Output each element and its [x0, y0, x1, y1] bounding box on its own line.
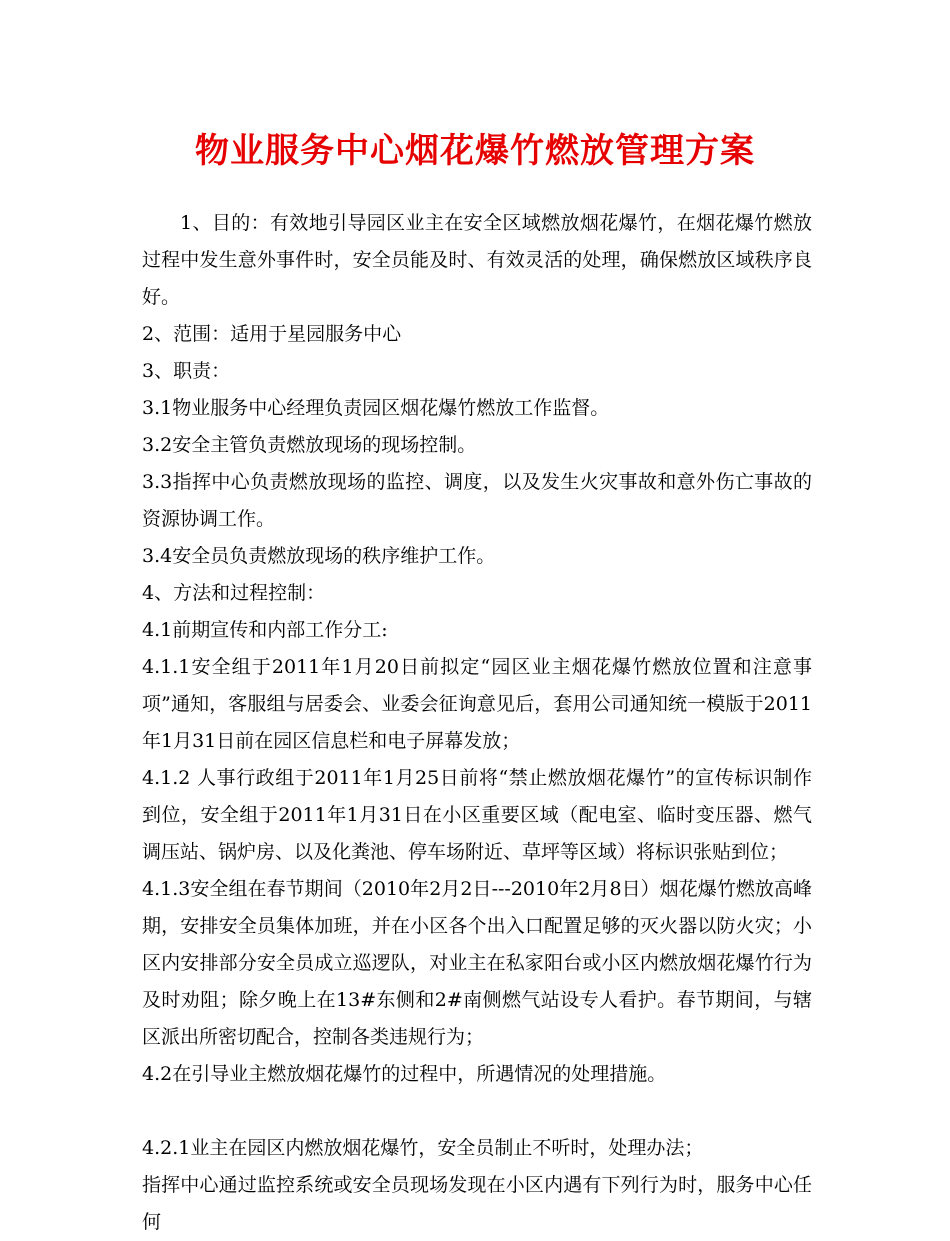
- document-title: 物业服务中心烟花爆竹燃放管理方案: [195, 131, 755, 171]
- paragraph-section-4-1-2: 4.1.2 人事行政组于2011年1月25日前将“禁止燃放烟花爆竹”的宣传标识制作到位，安全组于2011年1月31日在小区重要区域（配电室、临时变压器、燃气调压站、锅炉房、以及化粪池、停车场附近、草坪等区域）将标识张贴到位；: [142, 767, 812, 863]
- paragraph-methods-heading: 4、方法和过程控制：: [142, 582, 326, 604]
- paragraph-section-4-2-1: 4.2.1业主在园区内燃放烟花爆竹，安全员制止不听时，处理办法；: [142, 1137, 704, 1159]
- paragraph-duty-3-2: 3.2安全主管负责燃放现场的现场控制。: [142, 434, 477, 456]
- paragraph-section-4-1-1: 4.1.1安全组于2011年1月20日前拟定“园区业主烟花爆竹燃放位置和注意事项”通知，客服组与居委会、业委会征询意见后，套用公司通知统一模版于2011年1月31日前在园区信息栏和电子屏幕发放；: [142, 656, 812, 752]
- paragraph-command-center: 指挥中心通过监控系统或安全员现场发现在小区内遇有下列行为时，服务中心任何: [142, 1174, 812, 1233]
- paragraph-spacer: [142, 1093, 812, 1130]
- document-body: [142, 205, 812, 1241]
- paragraph-duty-3-4: 3.4安全员负责燃放现场的秩序维护工作。: [142, 545, 496, 567]
- paragraph-duties-heading: 3、职责：: [142, 360, 231, 382]
- paragraph-purpose: 1、目的：有效地引导园区业主在安全区域燃放烟花爆竹，在烟花爆竹燃放过程中发生意外事件时，安全员能及时、有效灵活的处理，确保燃放区域秩序良好。: [142, 212, 812, 308]
- paragraph-scope: 2、范围：适用于星园服务中心: [142, 323, 402, 345]
- paragraph-section-4-1: 4.1前期宣传和内部工作分工:: [142, 619, 388, 641]
- paragraph-section-4-1-3: 4.1.3安全组在春节期间（2010年2月2日---2010年2月8日）烟花爆竹燃放高峰期，安排安全员集体加班，并在小区各个出入口配置足够的灭火器以防火灾；小区内安排部分安全员成立巡逻队，对业主在私家阳台或小区内燃放烟花爆竹行为及时劝阻；除夕晚上在13#东侧和2#南侧燃气站设专人看护。春节期间，与辖区派出所密切配合，控制各类违规行为；: [142, 878, 812, 1048]
- paragraph-duty-3-1: 3.1物业服务中心经理负责园区烟花爆竹燃放工作监督。: [142, 397, 610, 419]
- paragraph-duty-3-3: 3.3指挥中心负责燃放现场的监控、调度，以及发生火灾事故和意外伤亡事故的资源协调工作。: [142, 471, 812, 530]
- paragraph-section-4-2: 4.2在引导业主燃放烟花爆竹的过程中，所遇情况的处理措施。: [142, 1063, 667, 1085]
